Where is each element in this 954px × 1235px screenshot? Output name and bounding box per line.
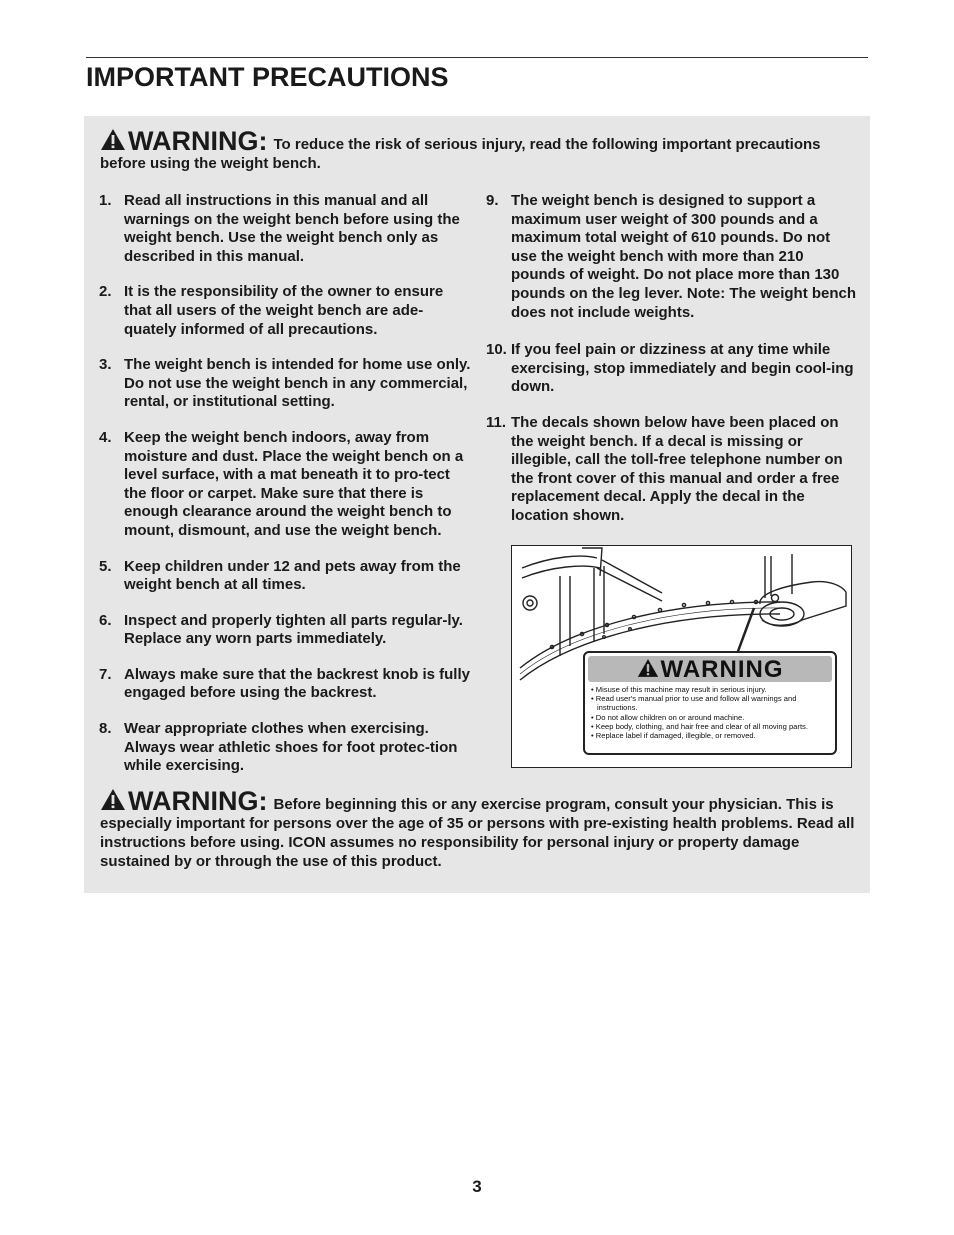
precaution-item: [99, 720, 471, 776]
item-number: 1.: [99, 192, 112, 209]
item-text: Always make sure that the backrest knob is fully engaged before using the backrest.: [124, 665, 470, 702]
decal-warning-list: [591, 685, 835, 740]
warning-intro: [100, 128, 860, 173]
precautions-left-column: [99, 192, 471, 776]
decal-line: • Keep body, clothing, and hair free and clear of all moving parts.: [591, 721, 808, 731]
item-text: If you feel pain or dizziness at any time while exercising, stop immediately and begin cool-ing down.: [511, 341, 854, 396]
item-number: 10.: [486, 341, 507, 359]
warning-physician: [100, 788, 860, 871]
decal-heading-text: WARNING: [660, 656, 784, 683]
precaution-item: [99, 356, 471, 412]
precaution-item: [486, 192, 858, 322]
precaution-item: [99, 429, 471, 541]
precaution-item: [486, 414, 858, 526]
precaution-item: [99, 283, 471, 339]
precaution-item: [99, 666, 471, 703]
item-number: 7.: [99, 665, 112, 683]
decal-line: • Replace label if damaged, illegible, or removed.: [591, 731, 756, 741]
item-number: 8.: [99, 720, 112, 738]
warning-intro-text: To reduce the risk of serious injury, read the following important precautions before using the weight bench.: [100, 136, 821, 172]
item-text: Keep children under 12 and pets away from the weight bench at all times.: [124, 557, 461, 594]
precautions-right-column: [486, 192, 858, 526]
item-text: Read all instructions in this manual and all warnings on the weight bench before using the weight bench. Use the weight bench only as described in this manual.: [124, 192, 460, 265]
item-number: 2.: [99, 283, 112, 301]
item-text: Wear appropriate clothes when exercising. Always wear athletic shoes for foot protec-tion while exercising.: [124, 720, 458, 775]
item-number: 5.: [99, 557, 112, 575]
item-number: 4.: [99, 428, 112, 446]
page-number: 3: [472, 1177, 482, 1196]
warning-physician-text: Before beginning this or any exercise program, consult your physician. This is especially important for persons over the age of 35 or persons with pre-existing health problems. Read all instructions before using. ICON assumes no responsibility for personal injury or property damage sustained by or through the use of this product.: [100, 796, 855, 870]
precaution-item: [99, 558, 471, 595]
item-number: 3.: [99, 356, 112, 374]
precaution-item: [486, 341, 858, 397]
warning-triangle-icon: [637, 658, 659, 678]
item-text: It is the responsibility of the owner to ensure that all users of the weight bench are ade-quately informed of all precautions.: [124, 283, 444, 338]
item-text: Keep the weight bench indoors, away from moisture and dust. Place the weight bench on a level surface, with a mat beneath it to pro-tect the floor or carpet. Make sure that there is enough clearance around the weight bench to mount, dismount, and use the weight bench.: [124, 428, 464, 539]
item-text: The decals shown below have been placed on the weight bench. If a decal is missing or illegible, call the toll-free telephone number on the front cover of this manual and order a free replacement decal. Apply the decal in the location shown.: [511, 413, 843, 524]
item-text: Inspect and properly tighten all parts regular-ly. Replace any worn parts immediately.: [124, 611, 463, 648]
precaution-item: [99, 192, 471, 266]
warning-triangle-icon: [100, 128, 126, 151]
decal-line: • Misuse of this machine may result in serious injury.: [591, 685, 767, 694]
item-text: The weight bench is designed to support a maximum user weight of 300 pounds and a maximum total weight of 610 pounds. Do not use the weight bench with more than 210 pounds of weight. Do not place more than 130 pounds on the leg lever. Note: The weight bench does not include weights.: [511, 192, 857, 321]
warning-decal: [583, 651, 837, 755]
decal-heading: [588, 656, 832, 682]
item-number: 6.: [99, 611, 112, 629]
top-rule: [86, 57, 868, 58]
precaution-item: [99, 612, 471, 649]
item-text: The weight bench is intended for home use only. Do not use the weight bench in any commercial, rental, or institutional setting.: [124, 356, 471, 411]
page-title: IMPORTANT PRECAUTIONS: [86, 62, 449, 92]
warning-triangle-icon: [100, 788, 126, 811]
warning-heading: WARNING:: [128, 786, 268, 816]
item-number: 9.: [486, 192, 499, 209]
decal-line: • Do not allow children on or around machine.: [591, 712, 745, 722]
item-number: 11.: [486, 413, 507, 431]
decal-line: • Read user's manual prior to use and follow all warnings and instructions.: [591, 694, 797, 713]
warning-heading: WARNING:: [128, 126, 268, 156]
